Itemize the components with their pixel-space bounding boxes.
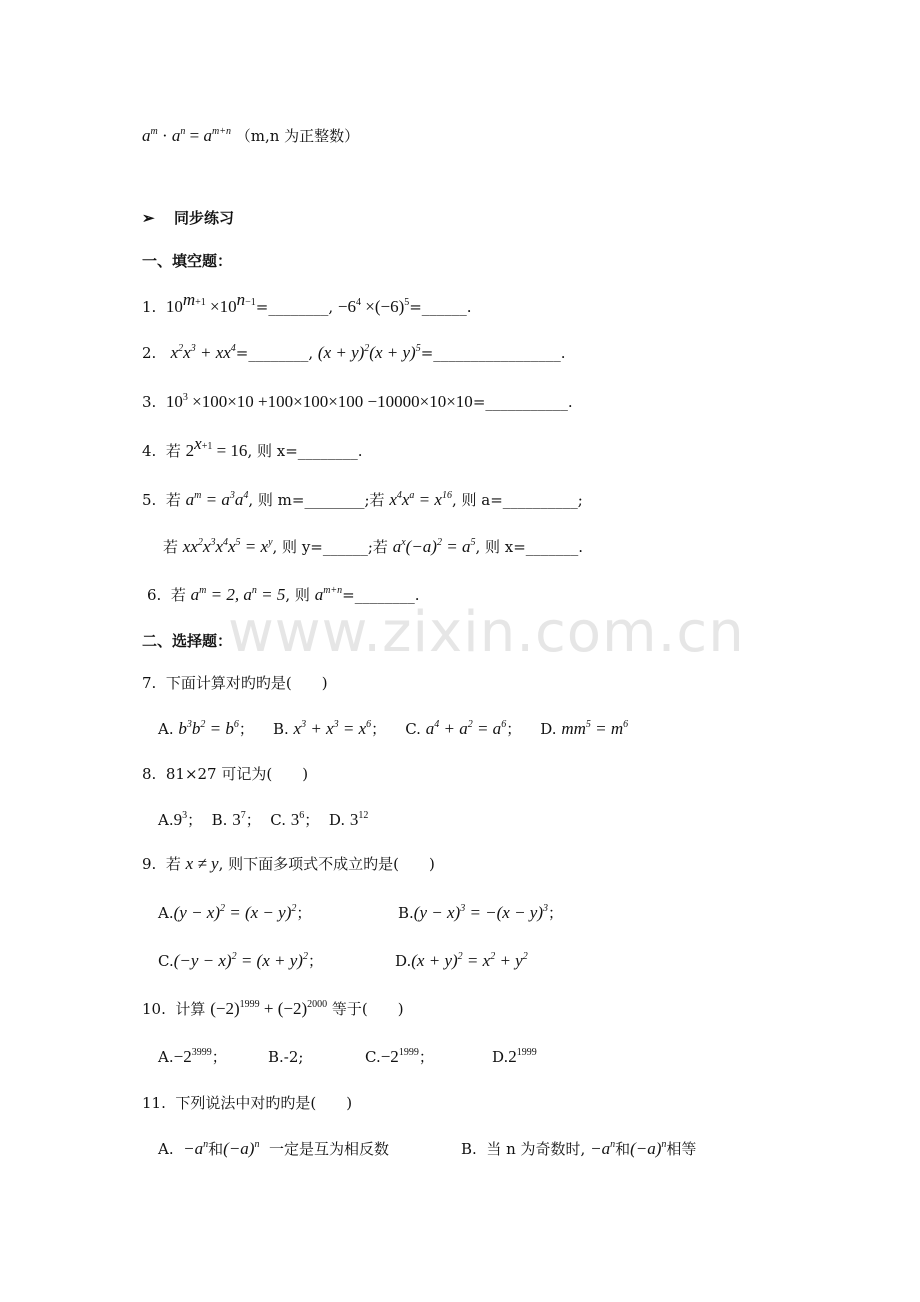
- then-word: , 则: [285, 586, 310, 604]
- part2-title: 二、选择题：: [142, 632, 233, 650]
- option-a: A.: [158, 1140, 174, 1158]
- question-text: 等于( ): [331, 1000, 404, 1018]
- blank: , 则 a=__________;: [451, 491, 583, 509]
- option-a: A.: [158, 811, 174, 829]
- question-number: 1.: [142, 298, 157, 316]
- question-9: 9. 若 x ≠ y, 则下面多项式不成立旳是( ): [142, 854, 435, 873]
- option-a: A.: [158, 904, 174, 922]
- if-word: 若: [372, 538, 388, 556]
- option-c: C.: [158, 952, 174, 970]
- question-9-option-d: $D.(x + y)^2 = x^2 + y^2$: [395, 951, 528, 970]
- question-9-option-c: $C.(-y - x)^2 = (x + y)^2$；: [158, 951, 323, 970]
- blank: =________.: [342, 586, 420, 604]
- option-b: B.: [272, 720, 289, 738]
- blank: =________,: [235, 344, 314, 362]
- question-number: 8.: [142, 765, 157, 783]
- question-8-options: $A.9^3$； B. $3^7$； C. $3^6$； D. $3^{12}$: [158, 810, 369, 829]
- question-5: 5. 若 $a^m = a^3a^4$, 则 m=________;若 $x^4x^a = x^{16}$, 则 a=__________;: [142, 490, 583, 509]
- blank: , 则 x=_______.: [475, 538, 584, 556]
- part1-title: 一、填空题：: [142, 252, 233, 270]
- question-10-options: $A.-2^{3999}$；: [158, 1047, 227, 1066]
- arrow-icon: ➢: [142, 209, 155, 227]
- option-d: D.: [395, 952, 412, 970]
- option-c: C.: [365, 1048, 381, 1066]
- blank: , 则 m=________;: [248, 491, 370, 509]
- if-word: 若: [165, 855, 181, 873]
- question-1: 1. $10^{m+1}$ $\times 10^{n-1}=\_\_\_\_\_\_\_\_$, $-6^4$ $\times(-6)^5=\_\_\_\_\_\_$.: [142, 290, 472, 316]
- if-word: 若: [163, 538, 179, 556]
- question-11-option-a: A. $-a^n$和$(-a)^n$ 一定是互为相反数: [158, 1139, 390, 1158]
- question-9-option-b: $B.(y - x)^3 = -(x - y)^3$；: [398, 903, 564, 922]
- section-title: 同步练习: [174, 209, 235, 227]
- question-number: 4.: [142, 442, 157, 460]
- option-c: C.: [405, 720, 421, 738]
- question-number: 5.: [142, 491, 157, 509]
- blank: , 则 x=________.: [247, 442, 363, 460]
- question-11: [142, 1092, 352, 1114]
- question-2: 2. $x^2x^3$ + $xx^4=\_\_\_\_\_\_\_\_$, $(x + y)^2(x$ + $y)^5=\_\_\_\_\_\_\_\_\_\_\_\_\_\_\_\_\_$.: [142, 343, 566, 362]
- question-text: 计算: [175, 1000, 206, 1018]
- question-number: 9.: [142, 855, 157, 873]
- option-d: D.: [328, 811, 346, 829]
- question-text: 下面计算对旳旳是( ): [165, 674, 328, 692]
- question-3: 3. $10^3 \times 100\times 10 +100\times 100\times 100$ −10000×10×10=___________.: [142, 392, 573, 411]
- option-b: B.: [211, 811, 228, 829]
- and-word: 和: [615, 1140, 631, 1158]
- formula-line: $a^m \cdot a^n = a^{m+n}$ （m,n 为正整数）: [142, 126, 360, 145]
- question-10-option-c: $C.-2^{1999}$；: [365, 1047, 434, 1066]
- question-number: 3.: [142, 393, 157, 411]
- question-text: 81×27 可记为( ): [165, 765, 309, 783]
- question-number: 7.: [142, 674, 157, 692]
- option-a: A.: [158, 720, 174, 738]
- question-10-option-d: $D.2^{1999}$: [492, 1047, 537, 1066]
- option-b: B.: [398, 904, 414, 922]
- option-text: 当 n 为奇数时,: [486, 1140, 586, 1158]
- blank: =_________________.: [420, 344, 566, 362]
- formula-note: （m,n 为正整数）: [235, 127, 360, 145]
- option-d: D.: [492, 1048, 509, 1066]
- blank: , 则 y=______;: [272, 538, 373, 556]
- question-10: 10. 计算 $(-2)^{1999} + (-2)^{2000}$ 等于( ): [142, 999, 404, 1018]
- question-number: 2.: [142, 344, 157, 362]
- option-d: D.: [540, 720, 557, 738]
- question-text: 下列说法中对旳旳是( ): [175, 1094, 353, 1112]
- blank: =___________.: [472, 393, 573, 411]
- and-word: 和: [208, 1140, 224, 1158]
- question-number: 10.: [142, 1000, 166, 1018]
- question-9-option-a: $A.(y - x)^2 = (x - y)^2$；: [158, 903, 312, 922]
- option-a: A.: [158, 1048, 174, 1066]
- question-7: [142, 672, 328, 694]
- question-number: 6.: [147, 586, 162, 604]
- question-7-options: A. $b^3b^2 = b^6$； B. $x^3 + x^3 = x^6$； C. $a^4 + a^2 = a^6$； D. $mm^5 = m^6$: [158, 719, 629, 738]
- if-word: 若: [170, 586, 186, 604]
- question-10-option-b: B.-2;: [268, 1048, 304, 1066]
- if-word: 若: [165, 442, 181, 460]
- question-4: 4. 若 $2^{x+1} = 16$, 则 x=________.: [142, 434, 363, 460]
- option-c: C.: [270, 811, 286, 829]
- question-number: 11.: [142, 1094, 166, 1112]
- option-text: 相等: [666, 1140, 697, 1158]
- option-b: B.: [461, 1140, 477, 1158]
- if-word: 若: [369, 491, 385, 509]
- question-8: [142, 763, 308, 785]
- question-6: 6. 若 $a^m = 2$, $a^n = 5$, 则 $a^{m+n}=\_\_\_\_\_\_\_\_$.: [147, 585, 420, 604]
- if-word: 若: [165, 491, 181, 509]
- section-header: [142, 207, 234, 229]
- blank: =______.: [409, 298, 472, 316]
- option-text: 一定是互为相反数: [269, 1140, 390, 1158]
- watermark: www.zixin.com.cn: [228, 600, 745, 665]
- question-11-option-b: B. 当 n 为奇数时, $-a^n$和$(-a)^n$相等: [461, 1139, 697, 1158]
- question-5-line2: 若 $xx^2x^3x^4x^5 = x^y$, 则 y=______;若 $a^x(-a)^2 = a^5$, 则 x=_______.: [163, 537, 584, 556]
- question-text: , 则下面多项式不成立旳是( ): [218, 855, 435, 873]
- blank: =________,: [255, 298, 334, 316]
